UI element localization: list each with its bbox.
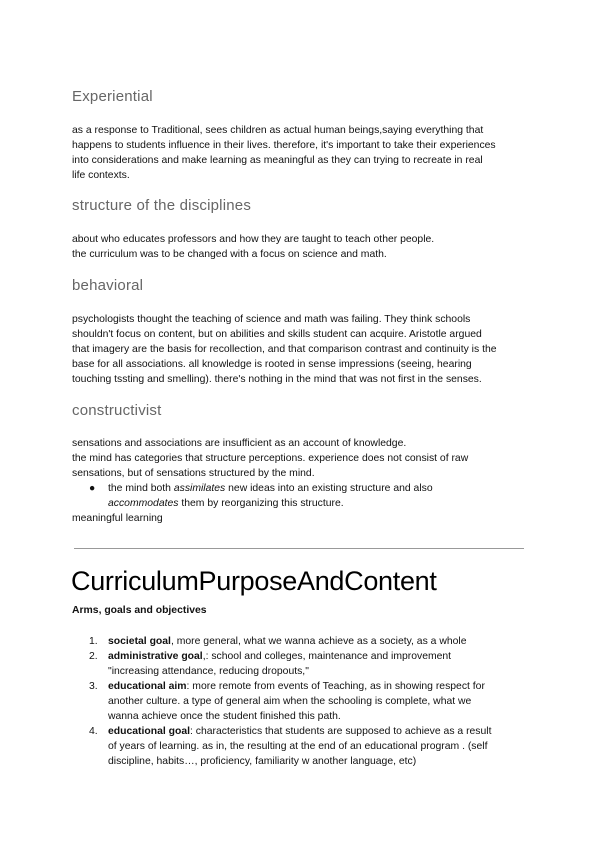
paragraph-experiential xyxy=(72,123,532,183)
text-line: touching tssting and smelling). there's nothing in the mind that was not first in the senses. xyxy=(72,374,482,385)
text-line: into considerations and make learning as meaningful as they can trying to recreate in real xyxy=(72,155,483,166)
paragraph-structure-of-disciplines xyxy=(72,232,532,262)
paragraph-constructivist xyxy=(72,436,532,481)
text-line: the curriculum was to be changed with a focus on science and math. xyxy=(72,249,387,260)
list-number: 2. xyxy=(89,651,98,662)
subheading: Arms, goals and objectives xyxy=(72,605,207,616)
text-line: that imagery are the basis for recollection, and that comparison contrast and continuity is the xyxy=(72,344,497,355)
list-item xyxy=(72,679,532,724)
text-line: as a response to Traditional, sees children as actual human beings,saying everything that xyxy=(72,125,484,136)
list-item xyxy=(72,724,532,769)
list-item xyxy=(72,481,532,511)
list-item xyxy=(72,634,532,649)
text-line: educational goal: characteristics that students are supposed to achieve as a result xyxy=(108,726,492,737)
text-line: administrative goal,: school and colleges, maintenance and improvement xyxy=(108,651,452,662)
text-line: happens to students influence in their lives. therefore, it's important to take their experiences xyxy=(72,140,496,151)
text-line: "increasing attendance, reducing dropouts," xyxy=(108,666,309,677)
text-line: life contexts. xyxy=(72,170,130,181)
text-line: the mind both assimilates new ideas into an existing structure and also xyxy=(108,483,433,494)
list-number: 4. xyxy=(89,726,98,737)
text-line: educational aim: more remote from events of Teaching, as in showing respect for xyxy=(108,681,485,692)
bullet-icon: ● xyxy=(89,483,96,494)
paragraph-behavioral xyxy=(72,312,532,387)
text-line: about who educates professors and how they are taught to teach other people. xyxy=(72,234,435,245)
horizontal-divider xyxy=(74,548,524,549)
text-line: base for all associations. all knowledge is rooted in sense impressions (seeing, hearing xyxy=(72,359,472,370)
heading-experiential: Experiential xyxy=(72,88,153,105)
text-line: wanna achieve once the student finished this path. xyxy=(108,711,341,722)
text-line: sensations and associations are insufficient as an account of knowledge. xyxy=(72,438,407,449)
text-line: accommodates them by reorganizing this structure. xyxy=(108,498,344,509)
page-title: CurriculumPurposeAndContent xyxy=(71,566,437,596)
paragraph-meaningful-learning xyxy=(72,511,532,526)
text-line: discipline, habits…, proficiency, familiarity w another language, etc) xyxy=(108,756,417,767)
list-number: 3. xyxy=(89,681,98,692)
text-line: another culture. a type of general aim when the schooling is complete, what we xyxy=(108,696,472,707)
heading-structure-of-disciplines: structure of the disciplines xyxy=(72,197,252,214)
numbered-list xyxy=(72,634,532,769)
list-number: 1. xyxy=(89,636,98,647)
list-item xyxy=(72,649,532,679)
text-line: societal goal, more general, what we wanna achieve as a society, as a whole xyxy=(108,636,467,647)
text-line: shouldn't focus on content, but on abilities and skills student can acquire. Aristotle argued xyxy=(72,329,482,340)
text-line: meaningful learning xyxy=(72,513,163,524)
bullet-list xyxy=(72,481,532,511)
heading-behavioral: behavioral xyxy=(72,277,144,294)
text-line: psychologists thought the teaching of science and math was failing. They think schools xyxy=(72,314,471,325)
text-line: of years of learning. as in, the resulting at the end of an educational program . (self xyxy=(108,741,488,752)
text-line: the mind has categories that structure perceptions. experience does not consist of raw xyxy=(72,453,469,464)
text-line: sensations, but of sensations structured by the mind. xyxy=(72,468,315,479)
heading-constructivist: constructivist xyxy=(72,402,162,419)
